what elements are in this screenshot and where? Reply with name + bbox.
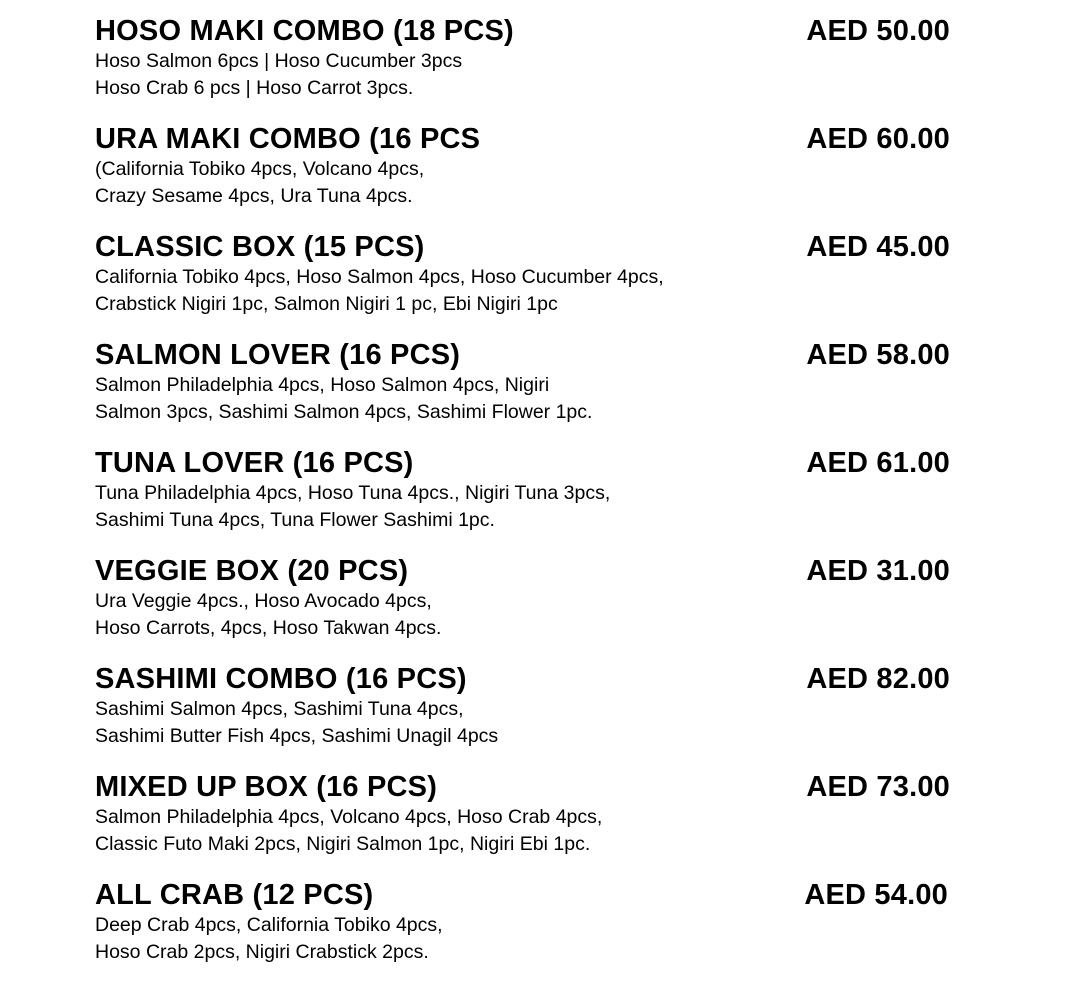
menu-item xyxy=(95,770,955,878)
description-line: California Tobiko 4pcs, Hoso Salmon 4pcs, Hoso Cucumber 4pcs, xyxy=(95,266,664,288)
menu-item-price: AED 61.00 xyxy=(806,447,950,479)
description-line: Deep Crab 4pcs, California Tobiko 4pcs, xyxy=(95,914,443,936)
menu-item-description xyxy=(95,480,955,534)
description-line: Salmon Philadelphia 4pcs, Hoso Salmon 4pcs, Nigiri xyxy=(95,374,550,396)
menu-item-header xyxy=(95,554,955,588)
menu-item-name: MIXED UP BOX (16 PCS) xyxy=(95,771,438,803)
description-line: Salmon 3pcs, Sashimi Salmon 4pcs, Sashimi Flower 1pc. xyxy=(95,401,593,423)
menu-item-name: SASHIMI COMBO (16 PCS) xyxy=(95,663,467,695)
menu-item-price: AED 45.00 xyxy=(806,231,950,263)
menu-item-header xyxy=(95,770,955,804)
description-line: Hoso Carrots, 4pcs, Hoso Takwan 4pcs. xyxy=(95,617,442,639)
menu-item-header xyxy=(95,122,955,156)
description-line: Sashimi Butter Fish 4pcs, Sashimi Unagil 4pcs xyxy=(95,725,499,747)
menu-item-description xyxy=(95,264,955,318)
description-line: Sashimi Tuna 4pcs, Tuna Flower Sashimi 1pc. xyxy=(95,509,495,531)
menu-item-name: ALL CRAB (12 PCS) xyxy=(95,879,374,911)
description-line: Crazy Sesame 4pcs, Ura Tuna 4pcs. xyxy=(95,185,413,207)
menu-item-header xyxy=(95,338,955,372)
menu-item-header xyxy=(95,878,955,912)
description-line: Hoso Crab 6 pcs | Hoso Carrot 3pcs. xyxy=(95,77,414,99)
description-line: Ura Veggie 4pcs., Hoso Avocado 4pcs, xyxy=(95,590,432,612)
menu-item-description xyxy=(95,696,955,750)
menu-item-header xyxy=(95,662,955,696)
menu-item-name: URA MAKI COMBO (16 PCS xyxy=(95,123,481,155)
menu-item xyxy=(95,230,955,338)
menu-item xyxy=(95,338,955,446)
menu-item-name: VEGGIE BOX (20 PCS) xyxy=(95,555,409,587)
menu-item-description xyxy=(95,588,955,642)
menu-item xyxy=(95,554,955,662)
menu-item xyxy=(95,446,955,554)
menu-item-price: AED 60.00 xyxy=(806,123,950,155)
menu-item-description xyxy=(95,156,955,210)
menu-item-price: AED 31.00 xyxy=(806,555,950,587)
menu-item-header xyxy=(95,230,955,264)
menu-item-header xyxy=(95,14,955,48)
menu-item xyxy=(95,878,955,986)
menu-item xyxy=(95,122,955,230)
description-line: (California Tobiko 4pcs, Volcano 4pcs, xyxy=(95,158,425,180)
description-line: Classic Futo Maki 2pcs, Nigiri Salmon 1pc, Nigiri Ebi 1pc. xyxy=(95,833,591,855)
description-line: Tuna Philadelphia 4pcs, Hoso Tuna 4pcs., Nigiri Tuna 3pcs, xyxy=(95,482,611,504)
menu-item-price: AED 54.00 xyxy=(804,879,948,911)
menu-item xyxy=(95,662,955,770)
menu-item xyxy=(95,14,955,122)
menu-item-name: HOSO MAKI COMBO (18 PCS) xyxy=(95,15,514,47)
menu-item-price: AED 82.00 xyxy=(806,663,950,695)
menu-item-description xyxy=(95,912,955,966)
menu-item-description xyxy=(95,372,955,426)
menu-item-name: SALMON LOVER (16 PCS) xyxy=(95,339,461,371)
menu-item-name: TUNA LOVER (16 PCS) xyxy=(95,447,414,479)
menu-item-price: AED 50.00 xyxy=(806,15,950,47)
menu-item-description xyxy=(95,48,955,102)
description-line: Crabstick Nigiri 1pc, Salmon Nigiri 1 pc, Ebi Nigiri 1pc xyxy=(95,293,558,315)
menu-item-price: AED 58.00 xyxy=(806,339,950,371)
description-line: Salmon Philadelphia 4pcs, Volcano 4pcs, Hoso Crab 4pcs, xyxy=(95,806,603,828)
description-line: Hoso Crab 2pcs, Nigiri Crabstick 2pcs. xyxy=(95,941,429,963)
description-line: Hoso Salmon 6pcs | Hoso Cucumber 3pcs xyxy=(95,50,463,72)
menu-item-price: AED 73.00 xyxy=(806,771,950,803)
menu-item-description xyxy=(95,804,955,858)
description-line: Sashimi Salmon 4pcs, Sashimi Tuna 4pcs, xyxy=(95,698,464,720)
menu-item-header xyxy=(95,446,955,480)
menu-item-name: CLASSIC BOX (15 PCS) xyxy=(95,231,425,263)
